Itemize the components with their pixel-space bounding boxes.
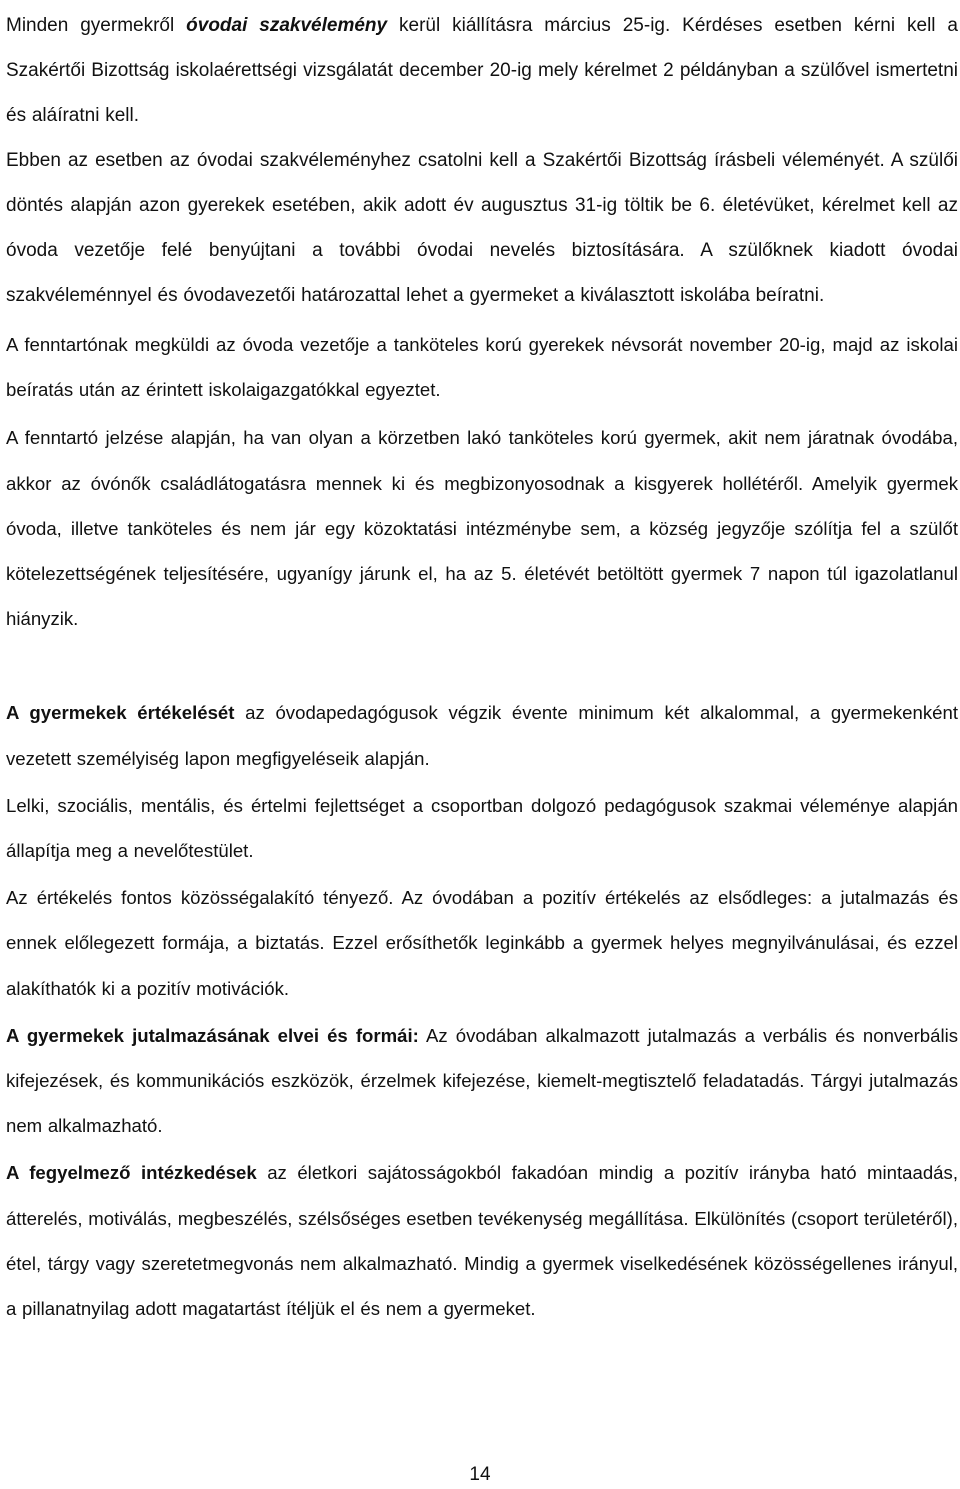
bold-heading: A gyermekek értékelését	[6, 702, 235, 724]
text-run: az életkori sajátosságokból fakadóan mindig a pozitív irányba ható mintaadás, átterelés, motiválás, megbeszélés, szélsőséges esetben tevékenység megállítása. Elkülönítés (csoport területéről), étel, tárgy vagy szeretetmegvonás nem alkalmazható. Mindig a gyermek viselkedésének közösségellenes irányul, a pillanatnyilag adott magatartást ítéljük el és nem a gyermeket.	[6, 1162, 958, 1320]
emphasis-text: óvodai szakvélemény	[186, 15, 388, 36]
paragraph-kindergarten-opinion	[6, 3, 958, 138]
paragraph-maintainer-list	[6, 322, 958, 412]
paragraph-development	[6, 783, 958, 873]
text-run: kerül kiállításra március 25-ig. Kérdéses esetben kérni kell a Szakértői Bizottság iskolaérettségi vizsgálatát december 20-ig mely kérelmet 2 példányban a szülővel ismertetni és aláíratni kell.	[6, 15, 959, 126]
paragraph-discipline	[6, 1150, 958, 1331]
paragraph-maintainer-notice	[6, 415, 958, 641]
bold-heading: A fegyelmező intézkedések	[6, 1162, 257, 1184]
page-number: 14	[469, 1464, 491, 1485]
paragraph-rewards	[6, 1013, 958, 1149]
paragraph-evaluation-importance	[6, 875, 958, 1011]
bold-heading: A gyermekek jutalmazásának elvei és formái:	[6, 1024, 419, 1046]
text-run: A fenntartó jelzése alapján, ha van olyan a körzetben lakó tanköteles korú gyermek, akit nem járatnak óvodába, akkor az óvónők családlátogatásra mennek ki és megbizonyosodnak a kisgyerek hollétéről. Amelyik gyermek óvoda, illetve tanköteles és nem jár egy közoktatási intézménybe sem, a község jegyzője szólítja fel a szülőt kötelezettségének teljesítésére, ugyanígy járunk el, ha az 5. életévét betöltött gyermek 7 napon túl igazolatlanul hiányzik.	[6, 427, 958, 630]
text-run: Az óvodában alkalmazott jutalmazás a verbális és nonverbális kifejezések, és kommunikációs eszközök, érzelmek kifejezése, kiemelt-megtisztelő feladatadás. Tárgyi jutalmazás nem alkalmazható.	[6, 1024, 958, 1137]
text-run: Minden gyermekről	[6, 15, 187, 36]
paragraph-expert-committee	[6, 138, 958, 318]
text-run: Az értékelés fontos közösségalakító tényező. Az óvodában a pozitív értékelés az elsődleges: a jutalmazás és ennek előlegezett formája, a biztatás. Ezzel erősíthetők leginkább a gyermek helyes megnyilvánulásai, és ezzel alakíthatók ki a pozitív motivációk.	[6, 887, 958, 999]
text-run: Ebben az esetben az óvodai szakvéleményhez csatolni kell a Szakértői Bizottság írásbeli véleményét. A szülői döntés alapján azon gyerekek esetében, akik adott év augusztus 31-ig töltik be 6. életévüket, kérelmet kell az óvoda vezetője felé benyújtani a további óvodai nevelés biztosítására. A szülőknek kiadott óvodai szakvéleménnyel és óvodavezetői határozattal lehet a gyermeket a kiválasztott iskolába beíratni.	[6, 150, 958, 306]
text-run: A fenntartónak megküldi az óvoda vezetője a tanköteles korú gyerekek névsorát november 20-ig, majd az iskolai beíratás után az érintett iskolaigazgatókkal egyeztet.	[6, 334, 958, 401]
document-page	[6, 0, 958, 1331]
paragraph-child-evaluation	[6, 690, 958, 780]
text-run: Lelki, szociális, mentális, és értelmi fejlettséget a csoportban dolgozó pedagógusok szakmai véleménye alapján állapítja meg a nevelőtestület.	[6, 794, 958, 862]
text-run: az óvodapedagógusok végzik évente minimum két alkalommal, a gyermekenként vezetett személyiség lapon megfigyeléseik alapján.	[6, 702, 958, 769]
